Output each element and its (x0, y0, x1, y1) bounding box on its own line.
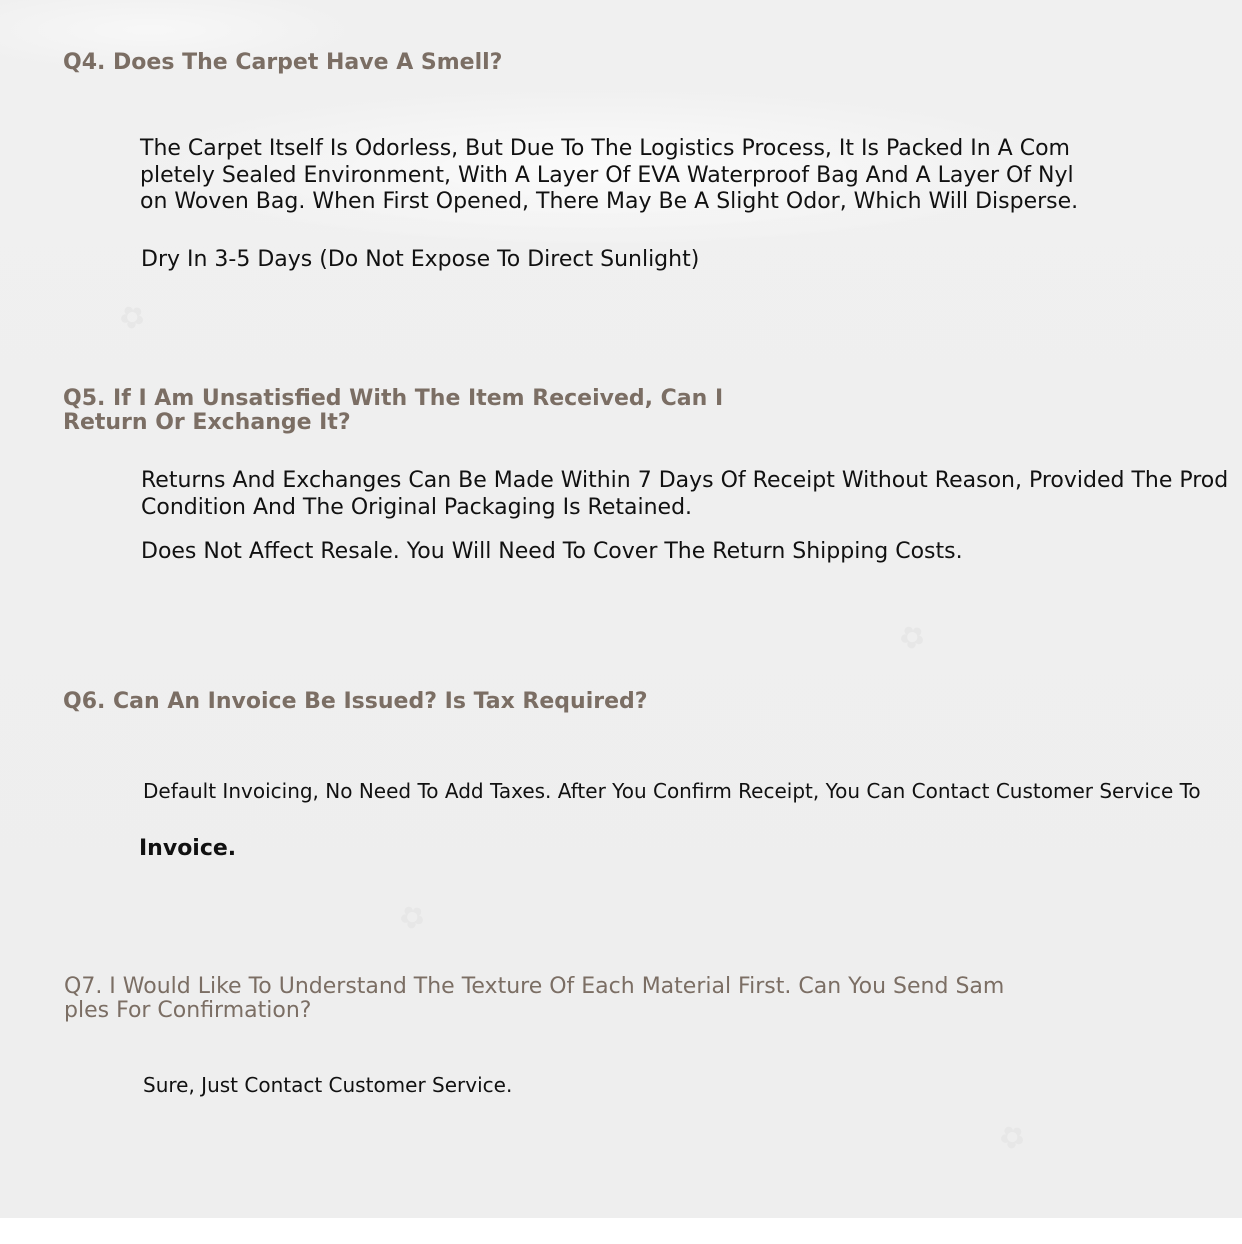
faq-answer-note: Dry In 3-5 Days (Do Not Expose To Direct Sunlight) (141, 247, 700, 272)
background-watermark: ✿ (392, 896, 433, 939)
answer-line: Returns And Exchanges Can Be Made Within 7 Days Of Receipt Without Reason, Provided The Prod (141, 468, 1229, 493)
background-watermark: ✿ (892, 616, 933, 659)
background-watermark: ✿ (992, 1116, 1033, 1159)
faq-answer: Default Invoicing, No Need To Add Taxes. After You Confirm Receipt, You Can Contact Customer Service To (143, 779, 1201, 803)
faq-answer: Sure, Just Contact Customer Service. (143, 1073, 513, 1097)
question-line: Q7. I Would Like To Understand The Texture Of Each Material First. Can You Send Sam (64, 974, 1005, 999)
question-line: Return Or Exchange It? (63, 410, 351, 435)
question-line: ples For Confirmation? (64, 998, 312, 1023)
background-watermark: ✿ (112, 296, 153, 339)
answer-line: on Woven Bag. When First Opened, There May Be A Slight Odor, Which Will Disperse. (140, 189, 1079, 214)
answer-line: Condition And The Original Packaging Is Retained. (141, 494, 693, 520)
question-line: Q5. If I Am Unsatisfied With The Item Received, Can I (63, 386, 724, 411)
faq-answer (141, 468, 1228, 521)
faq-answer-tail: Invoice. (139, 836, 237, 861)
faq-answer (140, 136, 1078, 216)
faq-question (63, 387, 723, 435)
faq-question (64, 975, 1004, 1023)
faq-answer-note: Does Not Affect Resale. You Will Need To Cover The Return Shipping Costs. (141, 539, 963, 564)
faq-question: Q6. Can An Invoice Be Issued? Is Tax Required? (63, 689, 648, 714)
answer-line: The Carpet Itself Is Odorless, But Due To The Logistics Process, It Is Packed In A Com (140, 136, 1070, 161)
answer-line: pletely Sealed Environment, With A Layer Of EVA Waterproof Bag And A Layer Of Nyl (140, 162, 1074, 188)
faq-question: Q4. Does The Carpet Have A Smell? (63, 50, 503, 75)
